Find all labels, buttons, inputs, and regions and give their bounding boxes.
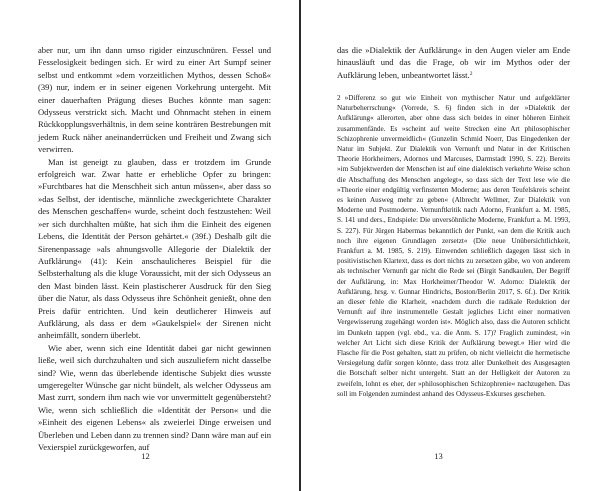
left-paragraph-2: Man ist geneigt zu glauben, dass er trotzdem im Grunde erfolgreich war. Zwar hatte er erhebliche Opfer zu bringen: »Furchtbares hat die Menschheit sich antun müssen«, aber dass so »das Selbst, der identische, männliche zweckgerichtete Charakter des Menschen geschaffen« wurde, scheint doch festzustehen: Weil »er sich durchhalten müßte, hat sich ihm die Einheit des eigenen Lebens, die Identität der Person gehärtet.« (39f.) Deshalb gilt die Sirenenpassage »als ahnungsvolle Allegorie der Dialektik der Aufklärung« (41): Kein anschaulicheres Beispiel für die Selbsterhaltung als die kluge Voraussicht, mit der sich Odysseus an den Mast binden lässt. Kein plastischerer Ausdruck für den Sieg über die Natur, als dass Odysseus ihre Schönheit genießt, ohne den Preis dafür entrichten. Und kein deutlicherer Hinweis auf Aufklärung, als dass er dem »Gaukelspiel« der Sirenen nicht anheimfällt, sondern überlebt. [38, 156, 271, 341]
right-paragraph-1 [337, 44, 570, 81]
right-page [301, 0, 600, 491]
footnote-marker: 2 [469, 70, 473, 77]
left-paragraph-3: Wie aber, wenn sich eine Identität dabei gar nicht gewinnen ließe, weil sich durchzuhalten und sich auszuliefern nicht dasselbe sind? Wie, wenn das überlebende identische Subjekt dies wusste umgeregelter Wünsche gar nicht bündelt, als welcher Odysseus am Mast zurrt, sondern ihm nach wie vor unvermittelt gegenübersteht? Wie, wenn sich schließlich die »Identität der Person« und die »Einheit des eigenen Lebens« als zweierlei Dinge erweisen und Überleben und Leben dann zu trennen sind? Dann wäre man auf ein Vexierspiel zurückgeworfen, auf [38, 342, 271, 452]
left-page [0, 0, 299, 491]
footnote-number: 2 [337, 94, 341, 102]
footnote-text: »Differenz so gut wie Einheit von mythischer Natur und aufgeklärter Naturbeherrschung« (Vorrede, S. 6) finden sich in der »Dialektik der Aufklärung« allerorten, aber ohne dass sich beides in einer höheren Einheit zusammenfände. Es »scheint auf weite Strecken eine Art philosophischer Schizophrenie unvermeidlich« (Gunzelin Schmid Noerr, Das Eingedenken der Natur im Subjekt. Zur Dialektik von Vernunft und Natur in der Kritischen Theorie Horkheimers, Adornos und Marcuses, Darmstadt 1990, S. 22). Bereits »im Subjektwerden der Menschen ist auf eine dialektisch verkehrte Weise schon die Abschaffung des Menschen angelegt«, so dass sich der Text lese wie die »Theorie einer endgültig verfinsterten Moderne; aus deren Teufelskreis scheint es keinen Ausweg mehr zu geben« (Albrecht Wellmer, Zur Dialektik von Moderne und Postmoderne. Vernunftkritik nach Adorno, Frankfurt a. M. 1985, S. 141 und ders., Endspiele: Die unversöhnliche Moderne, Frankfurt a. M. 1993, S. 227). Für Jürgen Habermas bekanntlich der Punkt, »an dem die Kritik auch noch ihre eigenen Grundlagen zersetzt« (Die neue Unübersichtlichkeit, Frankfurt a. M. 1985, S. 219). Einwenden schließlich dagegen lässt sich in positivistischen Klartext, dass es dort nichts zu zersetzen gäbe, wo von anderem als technischer Vernunft gar nicht die Rede sei (Birgit Sandkaulen, Der Begriff der Aufklärung, in: Max Horkheimer/Theodor W. Adorno: Dialektik der Aufklärung, hrsg. v. Gunnar Hindrichs, Boston/Berlin 2017, S. 6f.). Der Kritik an dieser fehle die Klarheit, »nachdem durch die radikale Reduktion der Vernunft auf ihre instrumentelle Gestalt jegliches Licht einer normativen Vergewisserung zugehängt worden ist«. Möglich also, dass die Autoren schlicht im Dunkeln tappen (vgl. ebd., v.a. die Anm. S. 17)? Fraglich zumindest, »in welcher Art Licht sich diese Kritik der Aufklärung bewegt.« Hier wird die Flasche für die Post gehalten, statt zu prüfen, ob nicht vielleicht die hermetische Versiegelung dafür sorgen könnte, dass trotz aller Dunkelheit des Ausgesagten die Botschaft selber nicht untergeht. Statt an der Helligkeit der Autoren zu zweifeln, lohnt es eher, der »philosophischen Schizophrenie« nachzugehen. Das soll im Folgenden zumindest anhand des Odysseus-Exkurses geschehen. [337, 94, 570, 398]
right-page-number: 13 [434, 451, 443, 461]
right-page-body [337, 44, 570, 81]
left-page-number: 12 [141, 451, 150, 461]
left-page-body [38, 44, 271, 453]
left-paragraph-1: aber nur, um ihn dann umso rigider einzuschnüren. Fessel und Fesselosigkeit bedingen sich. Er wird zu einer Art Sumpf seiner selbst und entkommt »dem vorzeitlichen Mythos, dessen Schoß« (39) nur, indem er in seiner eigenen Vorkehrung untergeht. Mit einer dauerhaften Prägung dieses Buches könnte man sagen: Odysseus verstrickt sich. Macht und Ohnmacht stehen in einem Rückkopplungsverhältnis, in dem seine konträren Bestrebungen mit jedem Ruck näher aneinanderrücken und Freiheit und Zwang sich verwirren. [38, 45, 271, 155]
right-paragraph-1-text: das die »Dialektik der Aufklärung« in den Augen vieler am Ende hinausläuft und das die Frage, ob wir im Mythos oder der Aufklärung leben, unbeantwortet lässt. [337, 45, 570, 80]
footnote [337, 93, 570, 399]
